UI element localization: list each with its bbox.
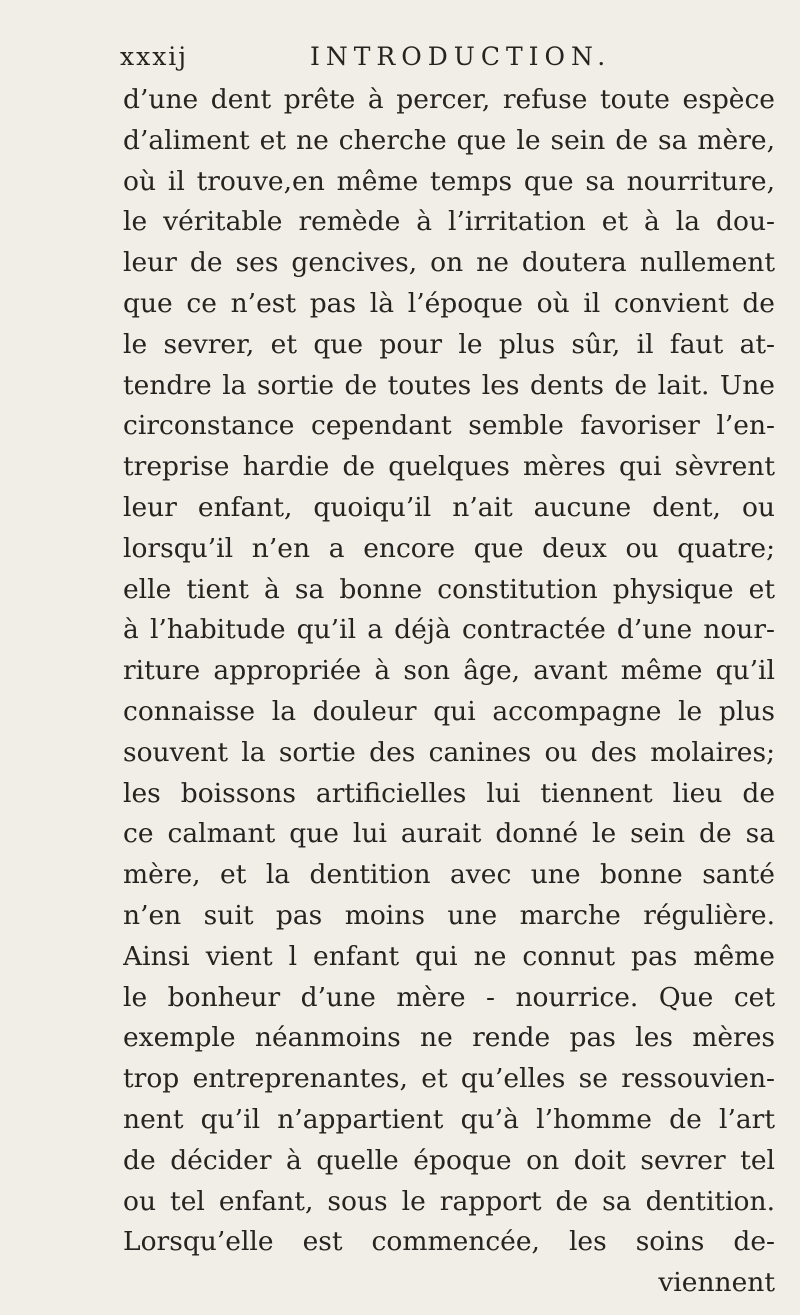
text-line: n’en suit pas moins une marche régulière. <box>123 899 775 931</box>
text-line: Ainsi vient l enfant qui ne connut pas même <box>123 940 775 972</box>
running-head <box>120 42 760 76</box>
text-line: lorsqu’il n’en a encore que deux ou quatre; <box>123 532 775 564</box>
text-line: leur enfant, quoiqu’il n’ait aucune dent, ou <box>123 491 775 523</box>
text-line: souvent la sortie des canines ou des molaires; <box>123 736 775 768</box>
text-line: elle tient à sa bonne constitution physique et <box>123 573 775 605</box>
text-line: Lorsqu’elle est commencée, les soins de- <box>123 1226 775 1258</box>
text-line: d’une dent prête à percer, refuse toute espèce <box>123 84 775 115</box>
text-line: le bonheur d’une mère - nourrice. Que cet <box>123 981 775 1013</box>
text-line: d’aliment et ne cherche que le sein de sa mère, <box>123 124 775 156</box>
text-line: connaisse la douleur qui accompagne le plus <box>123 695 775 727</box>
body-text <box>123 80 775 1304</box>
text-line: ou tel enfant, sous le rapport de sa dentition. <box>123 1185 775 1217</box>
text-line: nent qu’il n’appartient qu’à l’homme de l’art <box>123 1103 775 1135</box>
text-line: de décider à quelle époque on doit sevrer tel <box>123 1144 775 1176</box>
text-line: leur de ses gencives, on ne doutera nullement <box>123 247 775 279</box>
text-line: à l’habitude qu’il a déjà contractée d’une nour- <box>123 614 775 646</box>
text-line: ce calmant que lui aurait donné le sein de sa <box>123 818 775 850</box>
text-line: exemple néanmoins ne rende pas les mères <box>123 1022 775 1054</box>
text-line: riture appropriée à son âge, avant même qu’il <box>123 655 775 687</box>
page-number: xxxij <box>120 42 189 71</box>
text-line: le sevrer, et que pour le plus sûr, il faut at- <box>123 328 775 360</box>
running-title: INTRODUCTION. <box>310 42 612 71</box>
text-line: trop entreprenantes, et qu’elles se ressouvien- <box>123 1063 775 1095</box>
text-line: treprise hardie de quelques mères qui sèvrent <box>123 451 775 483</box>
text-line: circonstance cependant semble favoriser l’en- <box>123 410 775 442</box>
text-line: le véritable remède à l’irritation et à la dou- <box>123 206 775 238</box>
text-line: les boissons artificielles lui tiennent lieu de <box>123 777 775 809</box>
text-line: mère, et la dentition avec une bonne santé <box>123 859 775 891</box>
text-line: tendre la sortie de toutes les dents de lait. Une <box>123 369 775 401</box>
text-line: que ce n’est pas là l’époque où il convient de <box>123 287 775 319</box>
text-line: où il trouve,en même temps que sa nourriture, <box>123 165 775 197</box>
text-line: viennent <box>658 1267 775 1299</box>
